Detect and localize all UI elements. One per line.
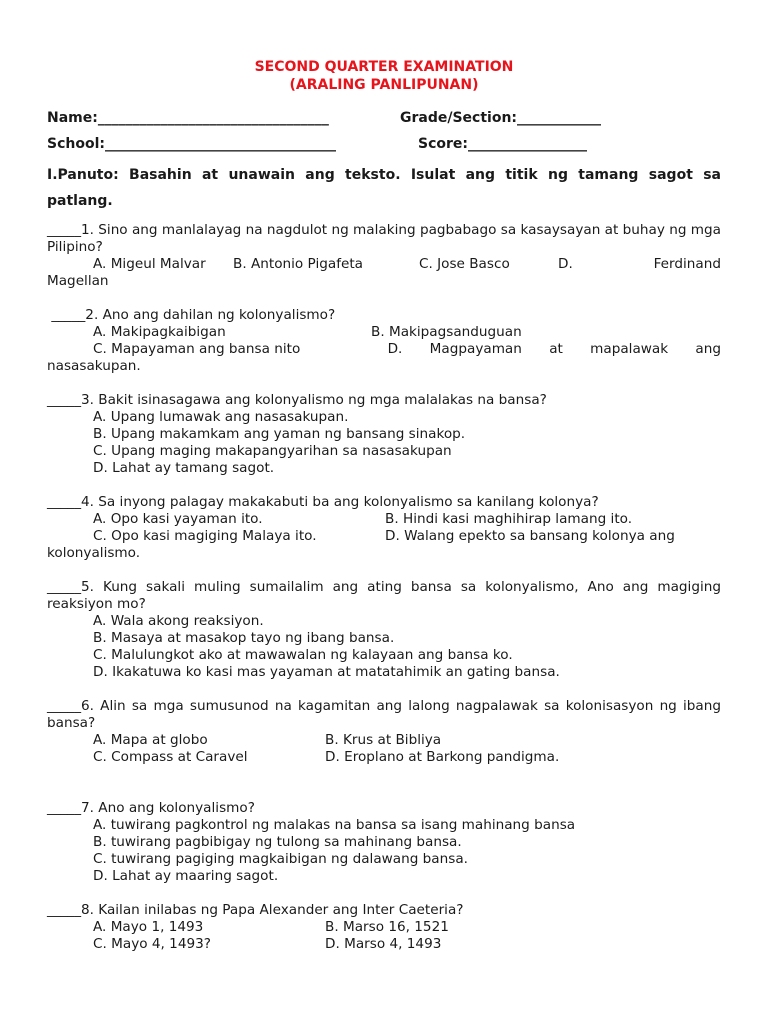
header-row-2 [47,136,721,162]
options-row [47,528,721,545]
header-row-1 [47,110,721,136]
option-d-word: mapalawak [590,341,669,357]
options-row [47,936,721,953]
option-d: D. Marso 4, 1493 [325,936,442,952]
options-row [47,324,721,341]
question-text: _____4. Sa inyong palagay makakabuti ba ang kolonyalismo sa kanilang kolonya? [47,494,599,510]
question-text: _____7. Ano ang kolonyalismo? [47,800,255,816]
option-a: A. Makipagkaibigan [93,324,226,340]
option-b: B. Antonio Pigafeta [233,256,364,272]
name-field: Name:_________________________________ [47,110,329,126]
question-text: _____2. Ano ang dahilan ng kolonyalismo? [47,307,336,323]
option-d: D. Lahat ay maaring sagot. [93,868,279,884]
option-c: C. Mayo 4, 1493? [93,936,211,952]
option-c: C. Jose Basco [419,256,510,272]
option-c: C. tuwirang pagiging magkaibigan ng dalawang bansa. [93,851,468,867]
option-c: C. Malulungkot ako at mawawalan ng kalayaan ang bansa ko. [93,647,513,663]
question-6 [47,698,721,766]
exam-title [47,58,721,94]
instruction [47,162,721,214]
option-a: A. Mapa at globo [93,732,208,748]
option-d: D. Ikakatuwa ko kasi mas yayaman at matatahimik an gating bansa. [93,664,560,680]
option-b: B. Krus at Bibliya [325,732,442,748]
option-d-word: Magpayaman [429,341,522,357]
question-1 [47,222,721,290]
question-3 [47,392,721,477]
option-d: D. [387,341,403,357]
options-row [47,256,721,273]
option-d: D. Lahat ay tamang sagot. [93,460,275,476]
option-b: B. Makipagsanduguan [371,324,522,340]
option-continuation: nasasakupan. [47,358,141,374]
question-text: _____8. Kailan inilabas ng Papa Alexander ang Inter Caeteria? [47,902,464,918]
option-c: C. Upang maging makapangyarihan sa nasasakupan [93,443,452,459]
question-text: _____3. Bakit isinasagawa ang kolonyalismo ng mga malalakas na bansa? [47,392,547,408]
option-d: D. [558,256,573,272]
options-row [47,919,721,936]
question-8 [47,902,721,953]
question-text: _____1. Sino ang manlalayag na nagdulot ng malaking pagbabago sa kasaysayan at buhay ng mga Pilipino? [47,222,721,255]
grade-section-field: Grade/Section:____________ [400,110,602,126]
exam-title-line2: (ARALING PANLIPUNAN) [289,77,479,93]
question-4 [47,494,721,562]
question-2 [47,307,721,375]
option-b: B. Masaya at masakop tayo ng ibang bansa. [93,630,395,646]
option-a: A. tuwirang pagkontrol ng malakas na bansa sa isang mahinang bansa [93,817,576,833]
option-a: A. Mayo 1, 1493 [93,919,204,935]
score-field: Score:_________________ [418,136,587,152]
question-5 [47,579,721,681]
instruction-line1: I.Panuto: Basahin at unawain ang teksto. Isulat ang titik ng tamang sagot sa [47,167,721,183]
options-row [47,511,721,528]
option-c: C. Opo kasi magiging Malaya ito. [93,528,317,544]
option-b: B. tuwirang pagbibigay ng tulong sa mahinang bansa. [93,834,462,850]
option-a: A. Wala akong reaksiyon. [93,613,264,629]
question-7 [47,800,721,885]
question-text: _____6. Alin sa mga sumusunod na kagamitan ang lalong nagpalawak sa kolonisasyon ng ibang bansa? [47,698,721,731]
option-d: D. Walang epekto sa bansang kolonya ang [385,528,675,544]
school-field: School:_________________________________ [47,136,336,152]
option-a: A. Opo kasi yayaman ito. [93,511,263,527]
instruction-line2: patlang. [47,193,113,209]
options-row [47,749,721,766]
question-text: _____5. Kung sakali muling sumailalim ang ating bansa sa kolonyalismo, Ano ang magiging reaksiyon mo? [47,579,721,612]
option-b: B. Upang makamkam ang yaman ng bansang sinakop. [93,426,466,442]
option-a: A. Upang lumawak ang nasasakupan. [93,409,349,425]
option-d-text: Ferdinand [653,256,721,272]
option-c: C. Mapayaman ang bansa nito [93,341,301,357]
option-d-word: at [549,341,563,357]
option-c: C. Compass at Caravel [93,749,248,765]
option-b: B. Marso 16, 1521 [325,919,449,935]
option-continuation: Magellan [47,273,109,289]
option-b: B. Hindi kasi maghihirap lamang ito. [385,511,633,527]
option-d-word: ang [695,341,721,357]
options-row [47,732,721,749]
option-continuation: kolonyalismo. [47,545,141,561]
options-row [47,341,721,358]
option-a: A. Migeul Malvar [93,256,206,272]
exam-title-line1: SECOND QUARTER EXAMINATION [254,59,514,75]
option-d: D. Eroplano at Barkong pandigma. [325,749,560,765]
exam-page [47,58,721,953]
